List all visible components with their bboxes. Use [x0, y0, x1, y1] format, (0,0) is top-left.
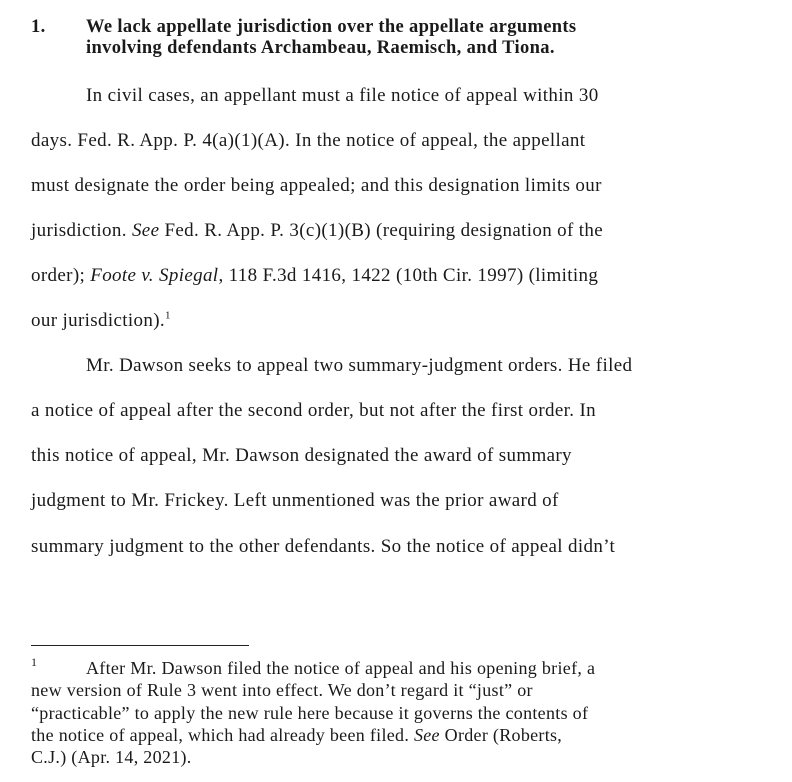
footnote-line-5: C.J.) (Apr. 14, 2021).: [31, 747, 192, 767]
paragraph-1-line-1: In civil cases, an appellant must a file notice of appeal within 30: [86, 85, 599, 106]
text-run: Fed. R. App. P. 3(c)(1)(B) (requiring designation of the: [159, 220, 604, 241]
text-run: order);: [31, 265, 91, 286]
paragraph-1-line-5: [31, 264, 598, 288]
signal-see: See: [413, 725, 440, 745]
heading-line-2: involving defendants Archambeau, Raemisch, and Tiona.: [86, 38, 555, 58]
text-run: , 118 F.3d 1416, 1422 (10th Cir. 1997) (limiting: [218, 265, 599, 286]
footnote-reference[interactable]: 1: [165, 309, 171, 322]
case-name: Foote v. Spiegal: [90, 265, 219, 286]
footnote-line-2: new version of Rule 3 went into effect. We don’t regard it “just” or: [31, 680, 533, 700]
section-heading: [31, 17, 771, 59]
footnote-separator: [31, 645, 249, 646]
footnote-line-3: “practicable” to apply the new rule here because it governs the contents of: [31, 703, 589, 723]
paragraph-1-line-3: must designate the order being appealed; and this designation limits our: [31, 175, 602, 196]
signal-see: See: [131, 220, 160, 241]
footnote-marker: 1: [31, 655, 37, 669]
text-run: Order (Roberts,: [439, 725, 563, 745]
paragraph-2-line-5: summary judgment to the other defendants. So the notice of appeal didn’t: [31, 536, 616, 557]
paragraph-2-line-1: Mr. Dawson seeks to appeal two summary-judgment orders. He filed: [86, 355, 633, 376]
paragraph-1-line-2: days. Fed. R. App. P. 4(a)(1)(A). In the notice of appeal, the appellant: [31, 130, 586, 151]
paragraph-2-line-2: a notice of appeal after the second order, but not after the first order. In: [31, 400, 597, 421]
footnote-line-1: After Mr. Dawson filed the notice of appeal and his opening brief, a: [86, 658, 596, 678]
text-run: the notice of appeal, which had already been filed.: [31, 725, 414, 745]
paragraph-2-line-4: judgment to Mr. Frickey. Left unmentioned was the prior award of: [31, 490, 559, 511]
text-run: jurisdiction.: [31, 220, 132, 241]
heading-line-1: We lack appellate jurisdiction over the appellate arguments: [86, 17, 577, 37]
text-run: our jurisdiction).: [31, 310, 166, 331]
paragraph-1-line-6: [31, 309, 171, 333]
paragraph-1-line-4: [31, 219, 603, 243]
paragraph-2-line-3: this notice of appeal, Mr. Dawson designated the award of summary: [31, 445, 572, 466]
section-number: 1.: [31, 17, 46, 37]
footnote-line-4: [31, 724, 562, 746]
